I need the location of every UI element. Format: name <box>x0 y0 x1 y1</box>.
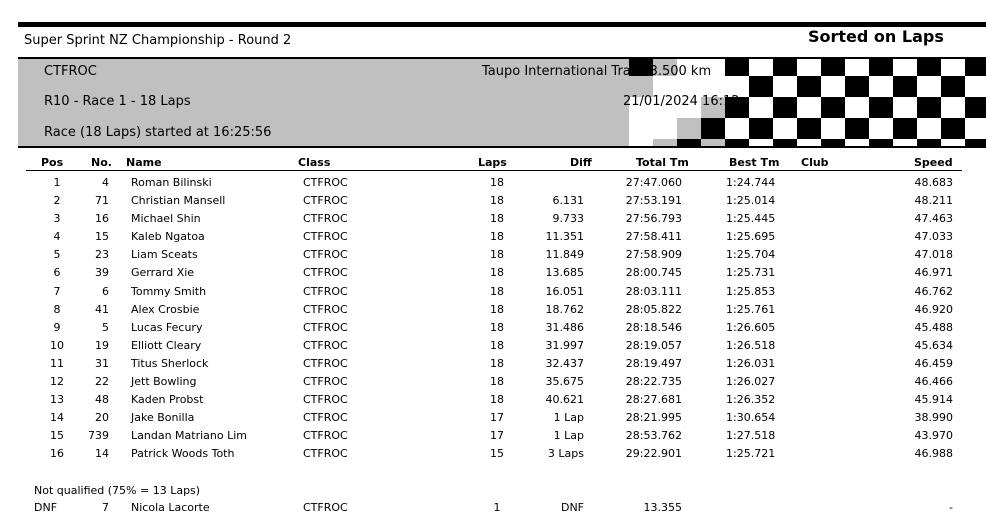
checker-square <box>797 76 821 97</box>
checker-square <box>725 139 749 148</box>
cell-best: 1:26.518 <box>726 338 776 352</box>
cell-laps: 18 <box>490 194 504 208</box>
cell-total: 28:53.762 <box>625 429 682 443</box>
cell-class: CTFROC <box>303 284 348 298</box>
checker-square <box>893 59 917 76</box>
cell-class: CTFROC <box>303 356 348 370</box>
table-row <box>0 392 986 410</box>
cell-speed: 45.488 <box>914 320 953 334</box>
checker-square <box>917 97 941 118</box>
cell-speed: 45.914 <box>914 393 953 407</box>
cell-no: 48 <box>95 393 109 407</box>
checker-square <box>893 118 917 139</box>
race-info-band <box>18 57 986 148</box>
cell-laps: 17 <box>490 411 504 425</box>
cell-speed: 46.466 <box>914 375 953 389</box>
nq-cell-class: CTFROC <box>303 501 348 514</box>
nq-cell-speed: - <box>949 501 953 514</box>
nq-cell-name: Nicola Lacorte <box>131 501 210 514</box>
checker-square <box>869 97 893 118</box>
cell-best: 1:25.731 <box>726 266 776 280</box>
table-row <box>0 265 986 283</box>
checker-square <box>869 59 893 76</box>
cell-total: 28:19.497 <box>625 356 682 370</box>
cell-best: 1:26.027 <box>726 375 776 389</box>
cell-name: Kaleb Ngatoa <box>131 230 205 244</box>
not-qualified-label: Not qualified (75% = 13 Laps) <box>34 484 201 497</box>
cell-best: 1:25.853 <box>726 284 776 298</box>
cell-pos: 1 <box>53 176 61 189</box>
cell-diff: 16.051 <box>545 284 584 298</box>
cell-best: 1:25.695 <box>726 230 776 244</box>
checker-square <box>917 139 941 148</box>
checker-square <box>893 97 917 118</box>
race-class: CTFROC <box>44 64 97 79</box>
cell-no: 23 <box>95 248 109 262</box>
table-row <box>0 193 986 211</box>
cell-diff: 1 Lap <box>553 429 584 443</box>
cell-best: 1:26.605 <box>726 320 776 334</box>
cell-no: 4 <box>102 176 109 189</box>
cell-no: 739 <box>88 429 109 443</box>
checker-square <box>845 118 869 139</box>
cell-total: 28:21.995 <box>625 411 682 425</box>
cell-best: 1:26.031 <box>726 356 776 370</box>
col-diff: Diff <box>570 156 592 169</box>
col-best: Best Tm <box>729 156 780 169</box>
checker-square <box>965 97 986 118</box>
checker-square <box>965 76 986 97</box>
col-name: Name <box>126 156 162 169</box>
cell-no: 14 <box>95 447 109 461</box>
table-row <box>0 247 986 265</box>
cell-diff: 11.849 <box>545 248 584 262</box>
track-name: Taupo International Track 3.500 km <box>482 64 712 79</box>
checker-square <box>773 139 797 148</box>
table-row <box>0 338 986 356</box>
race-start: Race (18 Laps) started at 16:25:56 <box>44 125 272 140</box>
cell-total: 27:56.793 <box>625 212 682 226</box>
table-row <box>0 374 986 392</box>
cell-total: 28:22.735 <box>625 375 682 389</box>
cell-total: 29:22.901 <box>625 447 682 461</box>
checker-square <box>845 139 869 148</box>
checker-square <box>701 139 725 148</box>
cell-no: 16 <box>95 212 109 226</box>
checker-square <box>821 76 845 97</box>
cell-total: 28:05.822 <box>625 302 682 316</box>
checker-square <box>941 59 965 76</box>
checker-square <box>845 59 869 76</box>
cell-diff: 32.437 <box>545 356 584 370</box>
cell-pos: 13 <box>50 393 64 407</box>
cell-no: 31 <box>95 356 109 370</box>
cell-pos: 12 <box>50 375 64 389</box>
checker-square <box>749 97 773 118</box>
cell-name: Roman Bilinski <box>131 176 212 189</box>
cell-total: 28:18.546 <box>625 320 682 334</box>
col-class: Class <box>298 156 331 169</box>
checker-square <box>965 118 986 139</box>
cell-laps: 18 <box>490 266 504 280</box>
cell-name: Liam Sceats <box>131 248 198 262</box>
table-row <box>0 229 986 247</box>
checker-square <box>965 59 986 76</box>
cell-no: 20 <box>95 411 109 425</box>
cell-laps: 18 <box>490 230 504 244</box>
checker-square <box>869 76 893 97</box>
checker-square <box>749 59 773 76</box>
table-row <box>0 356 986 374</box>
checker-square <box>797 59 821 76</box>
cell-pos: 6 <box>53 266 61 280</box>
cell-pos: 2 <box>53 194 61 208</box>
checker-square <box>653 118 677 139</box>
cell-total: 27:58.909 <box>625 248 682 262</box>
cell-pos: 8 <box>53 302 61 316</box>
cell-diff: 6.131 <box>552 194 584 208</box>
cell-speed: 46.988 <box>914 447 953 461</box>
checker-square <box>941 139 965 148</box>
checker-square <box>917 118 941 139</box>
cell-laps: 18 <box>490 212 504 226</box>
cell-diff: 31.997 <box>545 338 584 352</box>
checker-square <box>701 118 725 139</box>
cell-name: Lucas Fecury <box>131 320 203 334</box>
checker-square <box>845 76 869 97</box>
cell-laps: 18 <box>490 284 504 298</box>
cell-total: 28:03.111 <box>625 284 682 298</box>
cell-no: 41 <box>95 302 109 316</box>
cell-pos: 7 <box>53 284 61 298</box>
cell-total: 27:58.411 <box>625 230 682 244</box>
cell-total: 28:27.681 <box>625 393 682 407</box>
checker-square <box>941 97 965 118</box>
cell-speed: 47.033 <box>914 230 953 244</box>
checker-square <box>677 118 701 139</box>
cell-laps: 18 <box>490 320 504 334</box>
results-table <box>0 175 986 465</box>
checker-square <box>893 139 917 148</box>
cell-speed: 43.970 <box>914 429 953 443</box>
cell-total: 28:19.057 <box>625 338 682 352</box>
cell-speed: 48.211 <box>914 194 953 208</box>
checker-square <box>893 76 917 97</box>
cell-class: CTFROC <box>303 212 348 226</box>
cell-diff: 35.675 <box>545 375 584 389</box>
cell-class: CTFROC <box>303 338 348 352</box>
cell-best: 1:25.704 <box>726 248 776 262</box>
cell-diff: 11.351 <box>545 230 584 244</box>
cell-laps: 18 <box>490 375 504 389</box>
cell-diff: 18.762 <box>545 302 584 316</box>
table-row <box>0 428 986 446</box>
checker-square <box>917 76 941 97</box>
table-row <box>0 302 986 320</box>
checker-square <box>941 118 965 139</box>
nq-cell-diff: DNF <box>560 501 584 514</box>
cell-class: CTFROC <box>303 447 348 461</box>
cell-laps: 18 <box>490 248 504 262</box>
cell-best: 1:24.744 <box>726 176 776 189</box>
cell-class: CTFROC <box>303 375 348 389</box>
checker-square <box>821 59 845 76</box>
checker-square <box>773 97 797 118</box>
cell-speed: 46.920 <box>914 302 953 316</box>
cell-pos: 5 <box>53 248 61 262</box>
col-pos: Pos <box>41 156 64 169</box>
cell-pos: 3 <box>53 212 61 226</box>
checker-square <box>941 76 965 97</box>
cell-no: 39 <box>95 266 109 280</box>
cell-best: 1:25.445 <box>726 212 776 226</box>
cell-best: 1:30.654 <box>726 411 776 425</box>
checker-square <box>749 76 773 97</box>
checker-square <box>749 139 773 148</box>
checker-square <box>773 76 797 97</box>
nq-cell-total: 13.355 <box>643 501 682 514</box>
cell-pos: 15 <box>50 429 64 443</box>
cell-name: Tommy Smith <box>131 284 207 298</box>
cell-laps: 18 <box>490 176 504 189</box>
cell-best: 1:26.352 <box>726 393 776 407</box>
cell-name: Kaden Probst <box>131 393 204 407</box>
cell-diff: 3 Laps <box>547 447 584 461</box>
cell-pos: 16 <box>50 447 64 461</box>
checker-square <box>917 59 941 76</box>
cell-best: 1:27.518 <box>726 429 776 443</box>
cell-class: CTFROC <box>303 194 348 208</box>
col-laps: Laps <box>478 156 507 169</box>
sort-label: Sorted on Laps <box>808 27 944 46</box>
cell-speed: 38.990 <box>914 411 953 425</box>
cell-no: 15 <box>95 230 109 244</box>
cell-speed: 46.762 <box>914 284 953 298</box>
cell-best: 1:25.721 <box>726 447 776 461</box>
checker-square <box>821 97 845 118</box>
cell-diff: 13.685 <box>545 266 584 280</box>
checker-square <box>725 59 749 76</box>
cell-pos: 9 <box>53 320 61 334</box>
cell-pos: 10 <box>50 338 64 352</box>
checker-square <box>629 118 653 139</box>
col-speed: Speed <box>914 156 953 169</box>
cell-laps: 18 <box>490 393 504 407</box>
cell-name: Elliott Cleary <box>131 338 202 352</box>
cell-laps: 15 <box>490 447 504 461</box>
cell-class: CTFROC <box>303 248 348 262</box>
cell-pos: 11 <box>50 356 64 370</box>
table-row <box>0 320 986 338</box>
cell-pos: 4 <box>53 230 61 244</box>
checker-square <box>653 139 677 148</box>
checker-square <box>797 139 821 148</box>
checker-square <box>965 139 986 148</box>
cell-speed: 45.634 <box>914 338 953 352</box>
table-row <box>0 410 986 428</box>
col-total: Total Tm <box>636 156 689 169</box>
cell-name: Alex Crosbie <box>131 302 200 316</box>
nq-cell-pos: DNF <box>34 501 58 514</box>
checker-square <box>629 139 653 148</box>
cell-class: CTFROC <box>303 429 348 443</box>
cell-speed: 48.683 <box>914 176 953 189</box>
cell-speed: 46.971 <box>914 266 953 280</box>
cell-name: Jake Bonilla <box>131 411 195 425</box>
cell-total: 27:47.060 <box>625 176 682 189</box>
cell-diff: 1 Lap <box>553 411 584 425</box>
nq-cell-no: 7 <box>102 501 109 514</box>
cell-speed: 46.459 <box>914 356 953 370</box>
cell-name: Christian Mansell <box>131 194 226 208</box>
cell-name: Patrick Woods Toth <box>131 447 235 461</box>
cell-pos: 14 <box>50 411 64 425</box>
cell-class: CTFROC <box>303 230 348 244</box>
cell-no: 5 <box>102 320 109 334</box>
cell-laps: 17 <box>490 429 504 443</box>
table-row <box>0 284 986 302</box>
cell-class: CTFROC <box>303 393 348 407</box>
cell-name: Jett Bowling <box>131 375 197 389</box>
race-name: R10 - Race 1 - 18 Laps <box>44 94 191 109</box>
checker-square <box>749 118 773 139</box>
col-club: Club <box>801 156 829 169</box>
cell-class: CTFROC <box>303 320 348 334</box>
cell-total: 28:00.745 <box>625 266 682 280</box>
cell-best: 1:25.761 <box>726 302 776 316</box>
checker-square <box>677 139 701 148</box>
nq-cell-laps: 1 <box>493 501 501 514</box>
checker-square <box>773 118 797 139</box>
cell-name: Gerrard Xie <box>131 266 195 280</box>
event-title: Super Sprint NZ Championship - Round 2 <box>24 33 292 48</box>
checker-square <box>773 59 797 76</box>
header-rule <box>26 170 962 171</box>
cell-no: 22 <box>95 375 109 389</box>
cell-no: 19 <box>95 338 109 352</box>
cell-speed: 47.463 <box>914 212 953 226</box>
table-row <box>0 175 986 193</box>
cell-laps: 18 <box>490 338 504 352</box>
cell-diff: 31.486 <box>545 320 584 334</box>
race-datetime: 21/01/2024 16:12 <box>623 94 740 109</box>
checker-square <box>797 118 821 139</box>
table-row <box>0 211 986 229</box>
cell-no: 71 <box>95 194 109 208</box>
cell-laps: 18 <box>490 302 504 316</box>
checker-square <box>797 97 821 118</box>
cell-laps: 18 <box>490 356 504 370</box>
cell-class: CTFROC <box>303 266 348 280</box>
cell-class: CTFROC <box>303 302 348 316</box>
checker-square <box>869 139 893 148</box>
checker-square <box>725 118 749 139</box>
cell-diff: 9.733 <box>552 212 584 226</box>
cell-best: 1:25.014 <box>726 194 776 208</box>
checker-square <box>845 97 869 118</box>
table-row <box>0 446 986 464</box>
cell-name: Landan Matriano Lim <box>131 429 247 443</box>
cell-name: Michael Shin <box>131 212 201 226</box>
checker-square <box>821 118 845 139</box>
col-no: No. <box>91 156 112 169</box>
cell-total: 27:53.191 <box>625 194 682 208</box>
cell-diff: 40.621 <box>545 393 584 407</box>
cell-class: CTFROC <box>303 176 348 189</box>
checker-square <box>821 139 845 148</box>
not-qualified-row <box>0 500 986 518</box>
cell-class: CTFROC <box>303 411 348 425</box>
cell-speed: 47.018 <box>914 248 953 262</box>
cell-name: Titus Sherlock <box>131 356 209 370</box>
checker-square <box>869 118 893 139</box>
cell-no: 6 <box>102 284 109 298</box>
